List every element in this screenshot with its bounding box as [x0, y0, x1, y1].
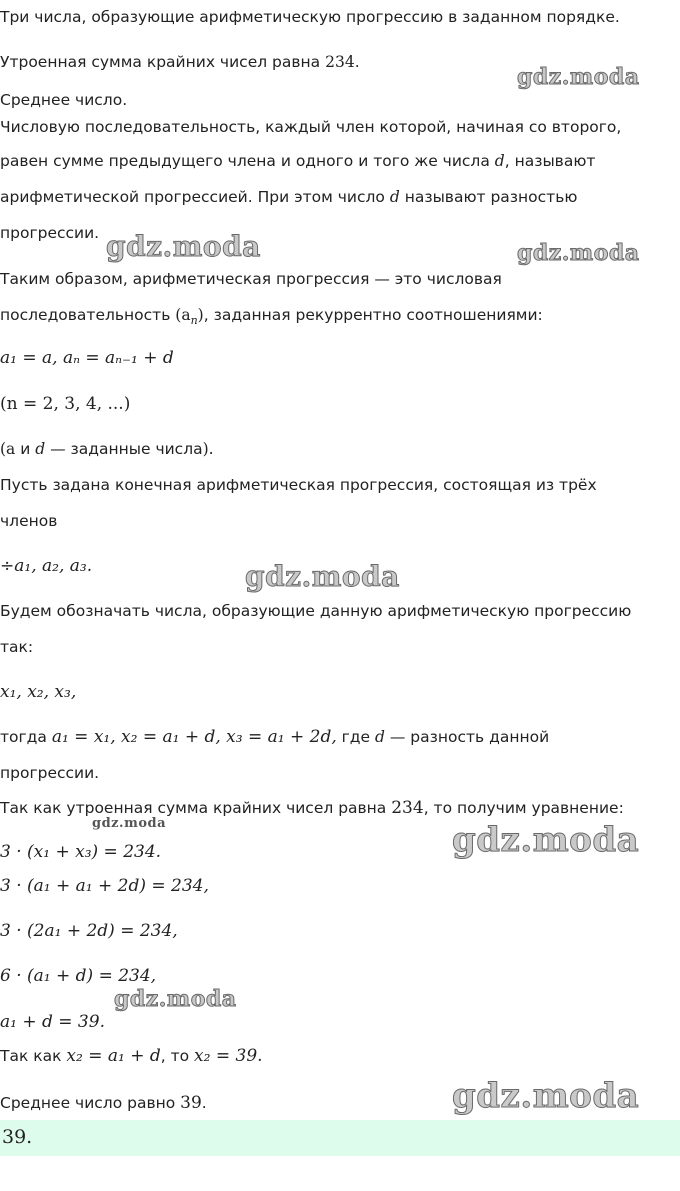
solution-line-3: Будем обозначать числа, образующие данную арифметическую прогрессию	[0, 602, 632, 620]
solution-line-8: Так как x₂ = a₁ + d, то x₂ = 39.	[0, 1046, 263, 1066]
watermark: gdz.moda	[245, 560, 400, 593]
equation-2: 3 · (a₁ + a₁ + 2d) = 234,	[0, 876, 209, 896]
answer-value: 39.	[2, 1126, 33, 1148]
solution-line-4: так:	[0, 638, 34, 656]
answer-box	[0, 1120, 680, 1156]
equation-4: 6 · (a₁ + d) = 234,	[0, 966, 157, 986]
condition-line-1: Три числа, образующие арифметическую прогрессию в заданном порядке.	[0, 8, 620, 26]
theory-line-7: (a и d — заданные числа).	[0, 440, 214, 458]
formula-progression: ÷a₁, a₂, a₃.	[0, 556, 93, 576]
theory-line-5: Таким образом, арифметическая прогрессия — это числовая	[0, 270, 502, 288]
formula-recurrence: a₁ = a, aₙ = aₙ₋₁ + d	[0, 348, 174, 368]
formula-range: (n = 2, 3, 4, ...)	[0, 394, 131, 414]
equation-5: a₁ + d = 39.	[0, 1012, 105, 1032]
theory-line-4: прогрессии.	[0, 224, 100, 242]
watermark: gdz.moda	[106, 230, 261, 263]
solution-conclusion: Среднее число равно 39.	[0, 1093, 207, 1113]
solution-line-7: Так как утроенная сумма крайних чисел равна 234, то получим уравнение:	[0, 798, 624, 818]
solution-line-5: тогда a₁ = x₁, x₂ = a₁ + d, x₃ = a₁ + 2d, где d — разность данной	[0, 727, 550, 747]
watermark: gdz.moda	[452, 1076, 640, 1116]
solution-line-6: прогрессии.	[0, 764, 100, 782]
watermark: gdz.moda	[517, 64, 640, 90]
watermark: gdz.moda	[114, 986, 237, 1012]
equation-3: 3 · (2a₁ + 2d) = 234,	[0, 921, 178, 941]
watermark: gdz.moda	[517, 240, 640, 266]
solution-line-1: Пусть задана конечная арифметическая прогрессия, состоящая из трёх	[0, 476, 597, 494]
formula-x-terms: x₁, x₂, x₃,	[0, 682, 77, 702]
theory-line-6: последовательность $(a_n)$, заданная рекуррентно соотношениями:	[0, 306, 543, 328]
watermark: gdz.moda	[92, 816, 167, 831]
watermark: gdz.moda	[452, 820, 640, 860]
find-line: Среднее число.	[0, 91, 128, 109]
theory-line-1: Числовую последовательность, каждый член которой, начиная со второго,	[0, 118, 622, 136]
equation-1: 3 · (x₁ + x₃) = 234.	[0, 842, 162, 862]
condition-line-2: Утроенная сумма крайних чисел равна 234.	[0, 53, 360, 71]
solution-line-2: членов	[0, 512, 58, 530]
theory-line-2: равен сумме предыдущего члена и одного и того же числа d, называют	[0, 152, 596, 170]
theory-line-3: арифметической прогрессией. При этом число d называют разностью	[0, 188, 578, 206]
